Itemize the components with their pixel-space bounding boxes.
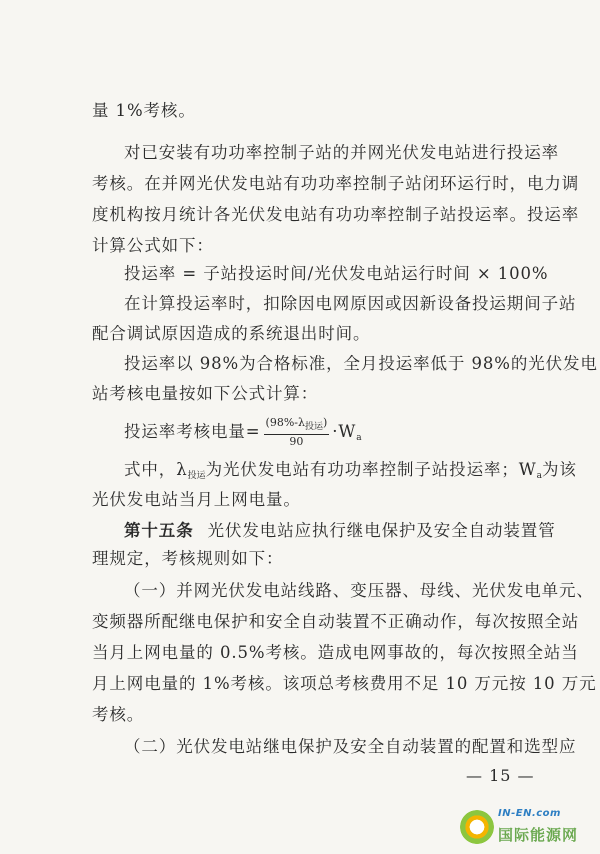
watermark-logo	[452, 800, 598, 852]
text-line: 考核。在并网光伏发电站有功功率控制子站闭环运行时，电力调	[92, 174, 580, 193]
text-line: 量 1%考核。	[92, 101, 196, 120]
text-line: 当月上网电量的 0.5%考核。造成电网事故的，每次按照全站当	[92, 643, 579, 662]
text-line: 考核。	[92, 705, 145, 724]
text-line: 式中，$\lambda_{投运}$为光伏发电站有功功率控制子站投运率；$W_a$为该	[124, 460, 577, 481]
text-line: 计算公式如下：	[92, 236, 214, 255]
page-number: — 15 —	[466, 766, 535, 785]
formula-lhs: 投运率考核电量=	[124, 422, 261, 441]
article-line: 第十五条 光伏发电站应执行继电保护及安全自动装置管	[124, 521, 556, 540]
text-line: 度机构按月统计各光伏发电站有功功率控制子站投运率。投运率	[92, 205, 580, 224]
formula-tail-sub: a	[356, 433, 362, 443]
formula-denominator: 90	[289, 435, 304, 448]
text-line: 理规定，考核规则如下：	[92, 549, 284, 568]
formula-line: 投运率 = 子站投运时间/光伏发电站运行时间 × 100%	[124, 264, 549, 283]
text-line: 在计算投运率时，扣除因电网原因或因新设备投运期间子站	[124, 294, 577, 313]
text-line: 对已安装有功功率控制子站的并网光伏发电站进行投运率	[124, 143, 559, 162]
watermark-name: 国际能源网	[498, 826, 579, 844]
sun-icon	[460, 810, 494, 844]
article-title: 第十五条	[124, 521, 194, 540]
text-line: （一）并网光伏发电站线路、变压器、母线、光伏发电单元、	[124, 581, 594, 600]
text-line: （二）光伏发电站继电保护及安全自动装置的配置和选型应	[124, 737, 577, 756]
text-line: 配合调试原因造成的系统退出时间。	[92, 324, 371, 343]
watermark-url: IN-EN.com	[498, 808, 561, 819]
formula-fraction	[264, 416, 330, 449]
formula-numerator: $(98\%-\lambda_{投运})$	[264, 416, 330, 435]
text-line: 投运率以 98%为合格标准，全月投运率低于 98%的光伏发电	[124, 354, 598, 373]
text-line: 光伏发电站当月上网电量。	[92, 490, 301, 509]
text-line: 站考核电量按如下公式计算：	[92, 384, 319, 403]
text-line: 变频器所配继电保护和安全自动装置不正确动作，每次按照全站	[92, 612, 580, 631]
text-line: 月上网电量的 1%考核。该项总考核费用不足 10 万元按 10 万元	[92, 674, 597, 693]
formula-tail: ·W	[332, 422, 357, 441]
formula-assessment	[124, 416, 362, 449]
